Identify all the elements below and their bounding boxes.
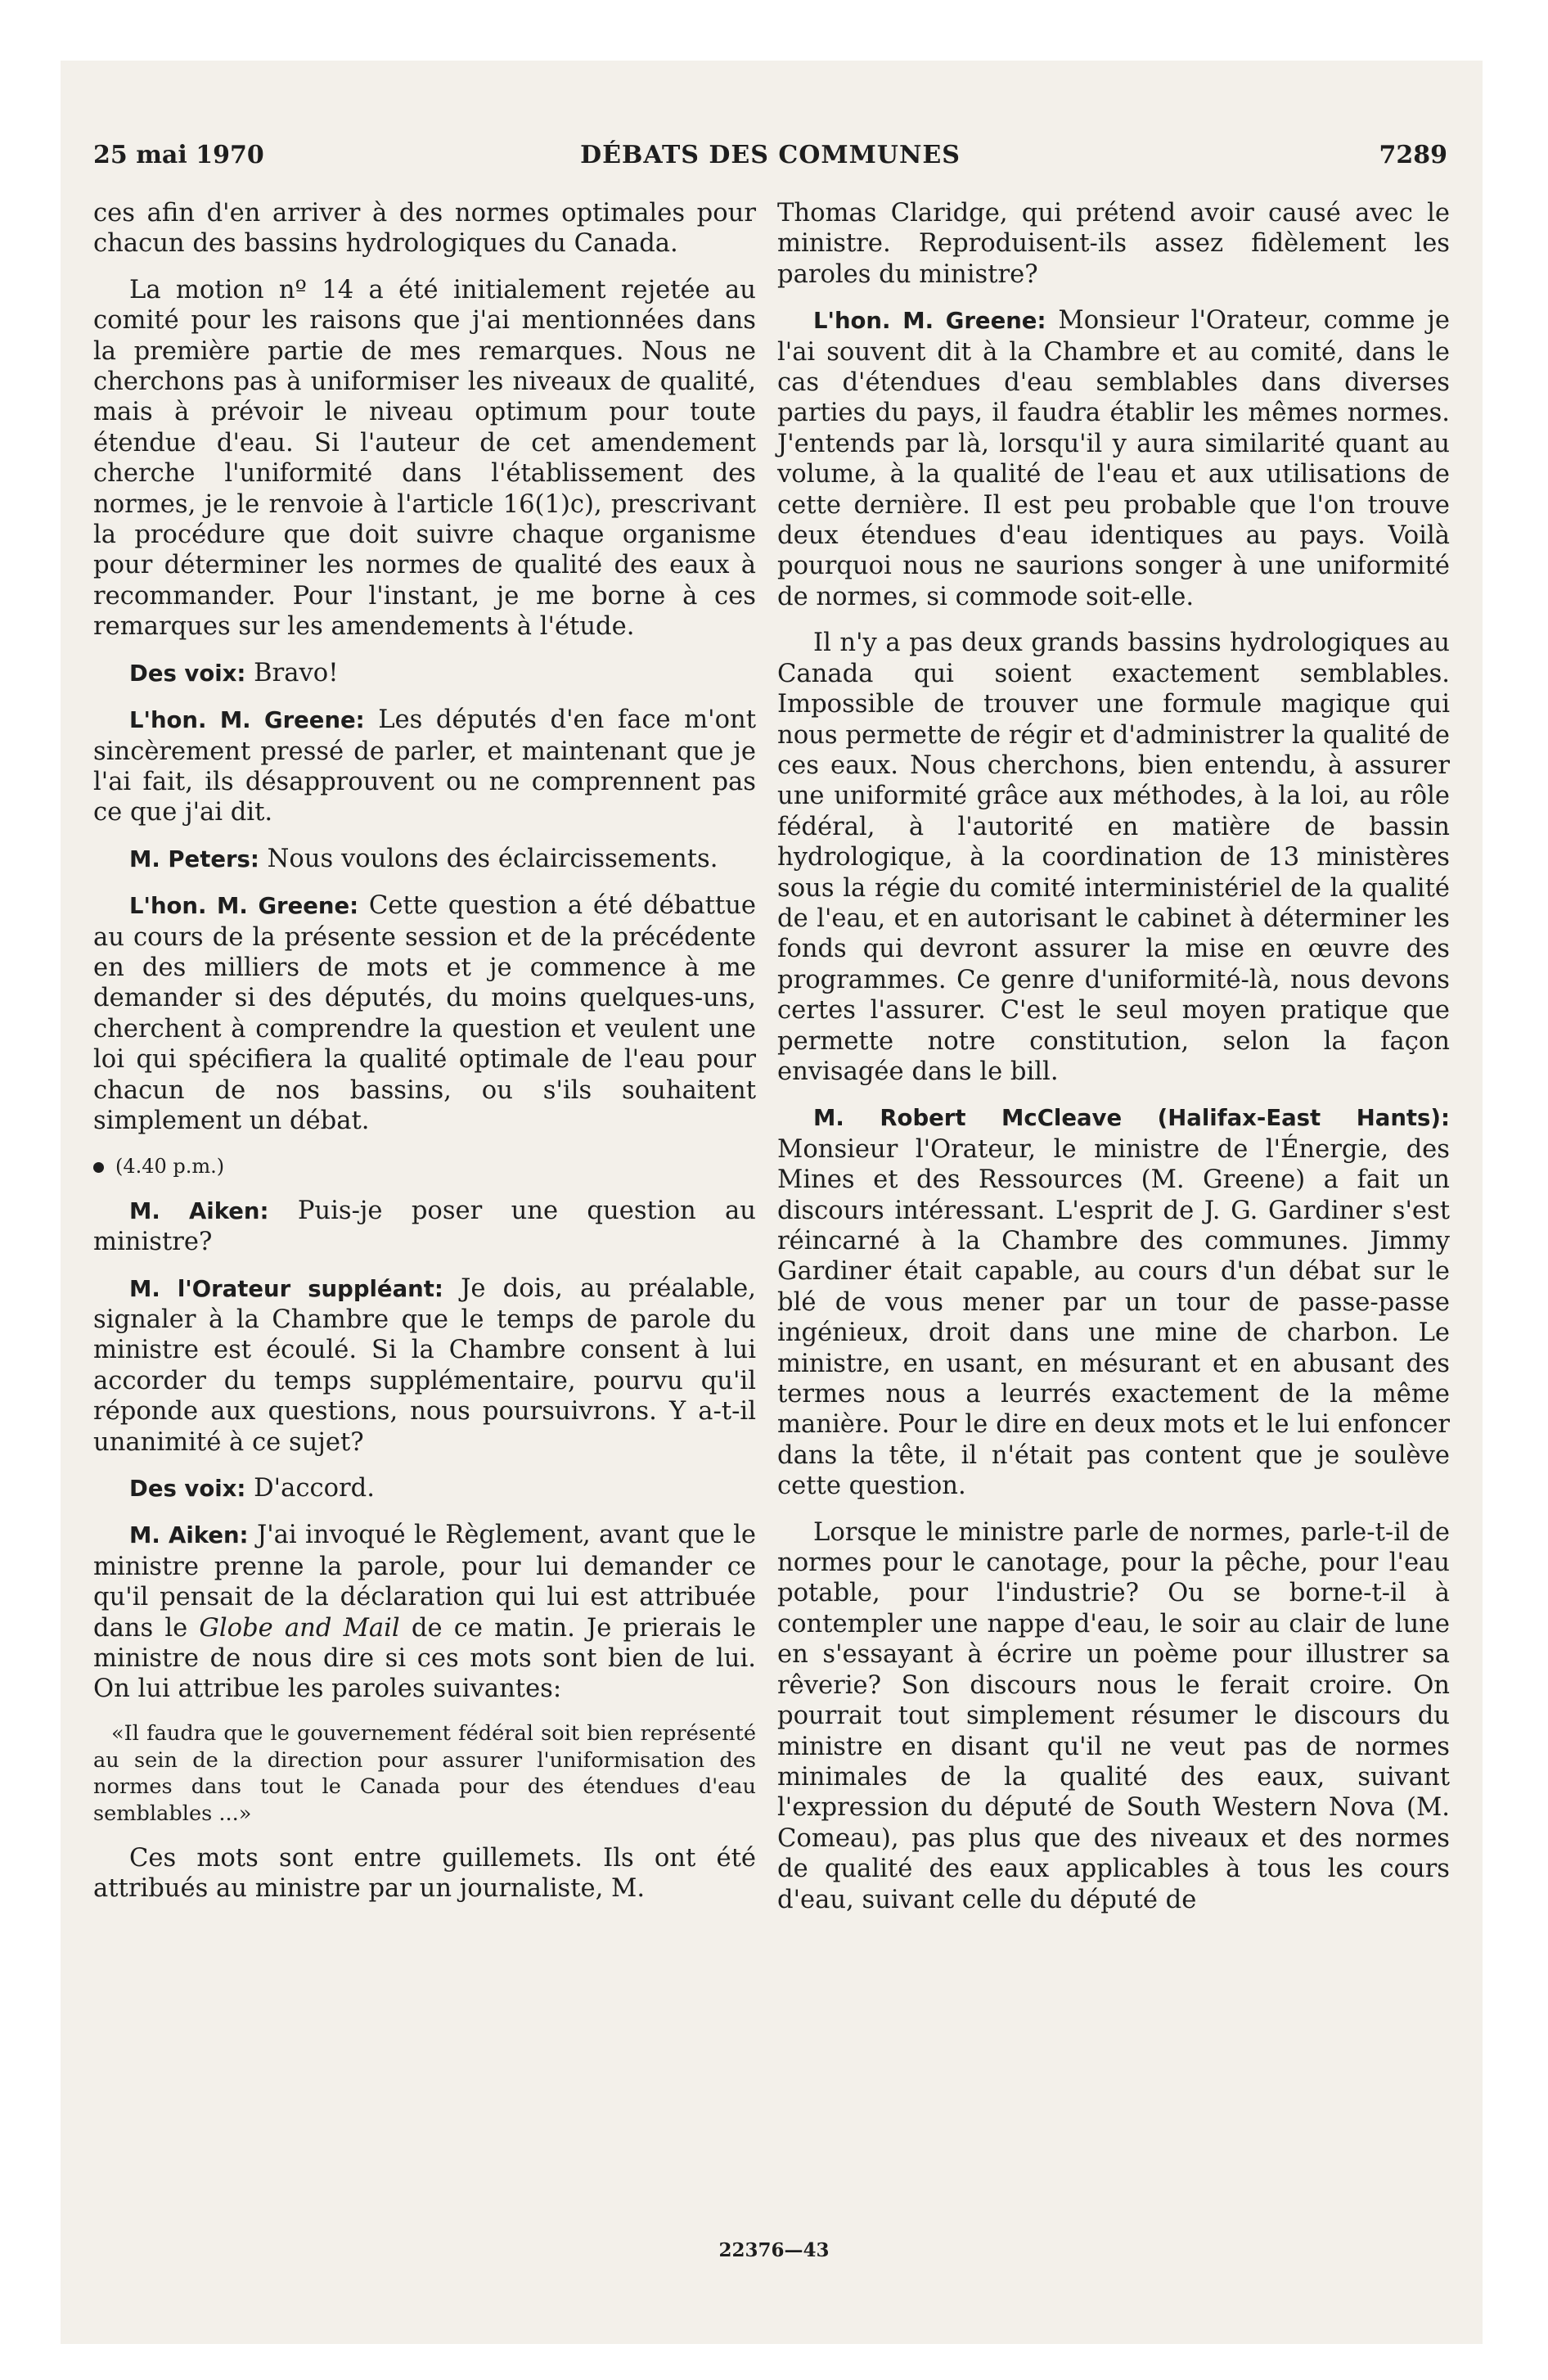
speech-text: J'ai invoqué le Règlement, avant que le ministre prenne la parole, pour lui demander ce qu'il pensait de la déclaration qui lui est attribuée dans le xyxy=(93,1521,756,1643)
header-date: 25 mai 1970 xyxy=(93,141,264,169)
speaker-name: M. Peters: xyxy=(129,845,259,872)
speech-text: Je dois, au préalable, signaler à la Chambre que le temps de parole du ministre est écoulé. Si la Chambre consent à lui accorder du temps supplémentaire, pourvu qu'il réponde aux questions, nous poursuivrons. Y a-t-il unanimité à ce sujet? xyxy=(93,1273,756,1457)
speaker-name: Des voix: xyxy=(129,660,246,687)
speech xyxy=(93,705,756,828)
speech xyxy=(93,890,756,1136)
speech-text: D'accord. xyxy=(254,1474,375,1503)
paragraph: Thomas Claridge, qui prétend avoir causé avec le ministre. Reproduisent-ils assez fidèlement les paroles du ministre? xyxy=(777,199,1450,289)
speaker-name: L'hon. M. Greene: xyxy=(129,893,359,920)
paragraph: La motion nº 14 a été initialement rejetée au comité pour les raisons que j'ai mentionnées dans la première partie de mes remarques. Nous ne cherchons pas à uniformiser les niveaux de qualité, mais à prévoir le niveau optimum pour toute étendue d'eau. Si l'auteur de cet amendement cherche l'uniformité dans l'établissement des normes, je le renvoie à l'article 16(1)c), prescrivant la procédure que doit suivre chaque organisme pour déterminer les normes de qualité des eaux à recommander. Pour l'instant, je me borne à ces remarques sur les amendements à l'étude. xyxy=(93,275,756,642)
speaker-name: M. Aiken: xyxy=(129,1197,269,1224)
header-title: DÉBATS DES COMMUNES xyxy=(580,141,961,169)
speech-text: Bravo! xyxy=(254,658,339,687)
speech xyxy=(93,844,756,875)
speech-text: de ce matin. Je prierais le ministre de nous dire si ces mots sont bien de lui. On lui attribue les paroles suivantes: xyxy=(93,1613,756,1704)
speech xyxy=(777,1102,1450,1501)
paragraph: Il n'y a pas deux grands bassins hydrologiques au Canada qui soient exactement semblables. Impossible de trouver une formule magique qui nous permette de régir et d'administrer la qualité de ces eaux. Nous cherchons, bien entendu, à assurer une uniformité grâce aux méthodes, à la loi, au rôle fédéral, à l'autorité en matière de bassin hydrologique, à la coordination de 13 ministères sous la régie du comité interministériel de la qualité de l'eau, et en autorisant le cabinet à déterminer les fonds qui devront assurer la mise en œuvre des programmes. Ce genre d'uniformité-là, nous devons certes l'assurer. C'est le seul moyen pratique que permette notre constitution, selon la façon envisagée dans le bill. xyxy=(777,629,1450,1086)
speech-text: Les députés d'en face m'ont sincèrement pressé de parler, et maintenant que je l'ai fait, ils désapprouvent ou ne comprennent pas ce que j'ai dit. xyxy=(93,705,757,827)
block-quote: «Il faudra que le gouvernement fédéral soit bien représenté au sein de la direction pour assurer l'uniformisation des normes dans tout le Canada pour des étendues d'eau semblables ...» xyxy=(93,1720,756,1826)
paragraph: Lorsque le ministre parle de normes, parle-t-il de normes pour le canotage, pour la pêche, pour l'eau potable, pour l'industrie? Ou se borne-t-il à contempler une nappe d'eau, le soir au clair de lune en s'essayant à écrire un poème pour illustrer sa rêverie? Son discours nous le ferait croire. On pourrait tout simplement résumer le discours du ministre en disant qu'il ne veut pas de normes minimales de la qualité des eaux, suivant l'expression du député de South Western Nova (M. Comeau), pas plus que des niveaux et des normes de qualité des eaux applicables à tous les cours d'eau, suivant celle du député de xyxy=(777,1517,1450,1914)
speaker-name: M. Aiken: xyxy=(129,1522,249,1549)
speech-text: Puis-je poser une question au ministre? xyxy=(93,1196,756,1257)
speech xyxy=(93,1473,756,1504)
speech-text: Monsieur l'Orateur, comme je l'ai souvent dit à la Chambre et au comité, dans le cas d'étendues d'eau semblables dans diverses parties du pays, il faudra établir les mêmes normes. J'entends par là, lorsqu'il y aura similarité quant au volume, à la qualité de l'eau et aux utilisations de cette dernière. Il est peu probable que l'on trouve deux étendues d'eau identiques au pays. Voilà pourquoi nous ne saurions songer à une uniformité de normes, si commode soit-elle. xyxy=(777,306,1450,611)
right-column xyxy=(777,198,1450,1931)
speech-text: Cette question a été débattue au cours de la présente session et de la précédente en des milliers de mots et je commence à me demander si des députés, du moins quelques-uns, cherchent à comprendre la question et veulent une loi qui spécifiera la qualité optimale de l'eau pour chacun de nos bassins, ou s'ils souhaitent simplement un débat. xyxy=(93,891,756,1135)
speech xyxy=(93,658,756,689)
speaker-name: L'hon. M. Greene: xyxy=(813,308,1046,335)
time-marker xyxy=(93,1152,756,1182)
paragraph: Ces mots sont entre guillemets. Ils ont été attribués au ministre par un journaliste, M. xyxy=(93,1843,756,1904)
page-footer-code: 22376—43 xyxy=(718,2239,830,2261)
time-text: (4.40 p.m.) xyxy=(115,1155,225,1179)
speaker-name: M. l'Orateur suppléant: xyxy=(129,1275,443,1302)
speech-text: Monsieur l'Orateur, le ministre de l'Énergie, des Mines et des Ressources (M. Greene) a fait un discours intéressant. L'esprit de J. G. Gardiner s'est réincarné à la Chambre des communes. Jimmy Gardiner était capable, au cours d'un débat sur le blé de vous mener par un tour de passe-passe ingénieux, droit dans une mine de charbon. Le ministre, en usant, en mésurant et en abusant des termes nous a leurrés exactement de la même manière. Pour le dire en deux mots et le lui enfoncer dans la tête, il n'était pas content que je soulève cette question. xyxy=(777,1134,1450,1501)
speech xyxy=(93,1520,756,1704)
speech-text: Nous voulons des éclaircissements. xyxy=(267,844,718,873)
speaker-name: M. Robert McCleave (Halifax-East Hants): xyxy=(813,1105,1450,1132)
speech xyxy=(93,1196,756,1258)
header-page-number: 7289 xyxy=(1379,141,1447,169)
paragraph: ces afin d'en arriver à des normes optimales pour chacun des bassins hydrologiques du Canada. xyxy=(93,199,756,259)
bullet-icon xyxy=(93,1162,104,1173)
newspaper-title: Globe and Mail xyxy=(199,1613,400,1643)
page-header xyxy=(93,137,1447,174)
speech xyxy=(93,1273,756,1458)
left-column xyxy=(93,198,756,1920)
speech xyxy=(777,305,1450,612)
speaker-name: Des voix: xyxy=(129,1476,246,1503)
speaker-name: L'hon. M. Greene: xyxy=(129,707,365,734)
